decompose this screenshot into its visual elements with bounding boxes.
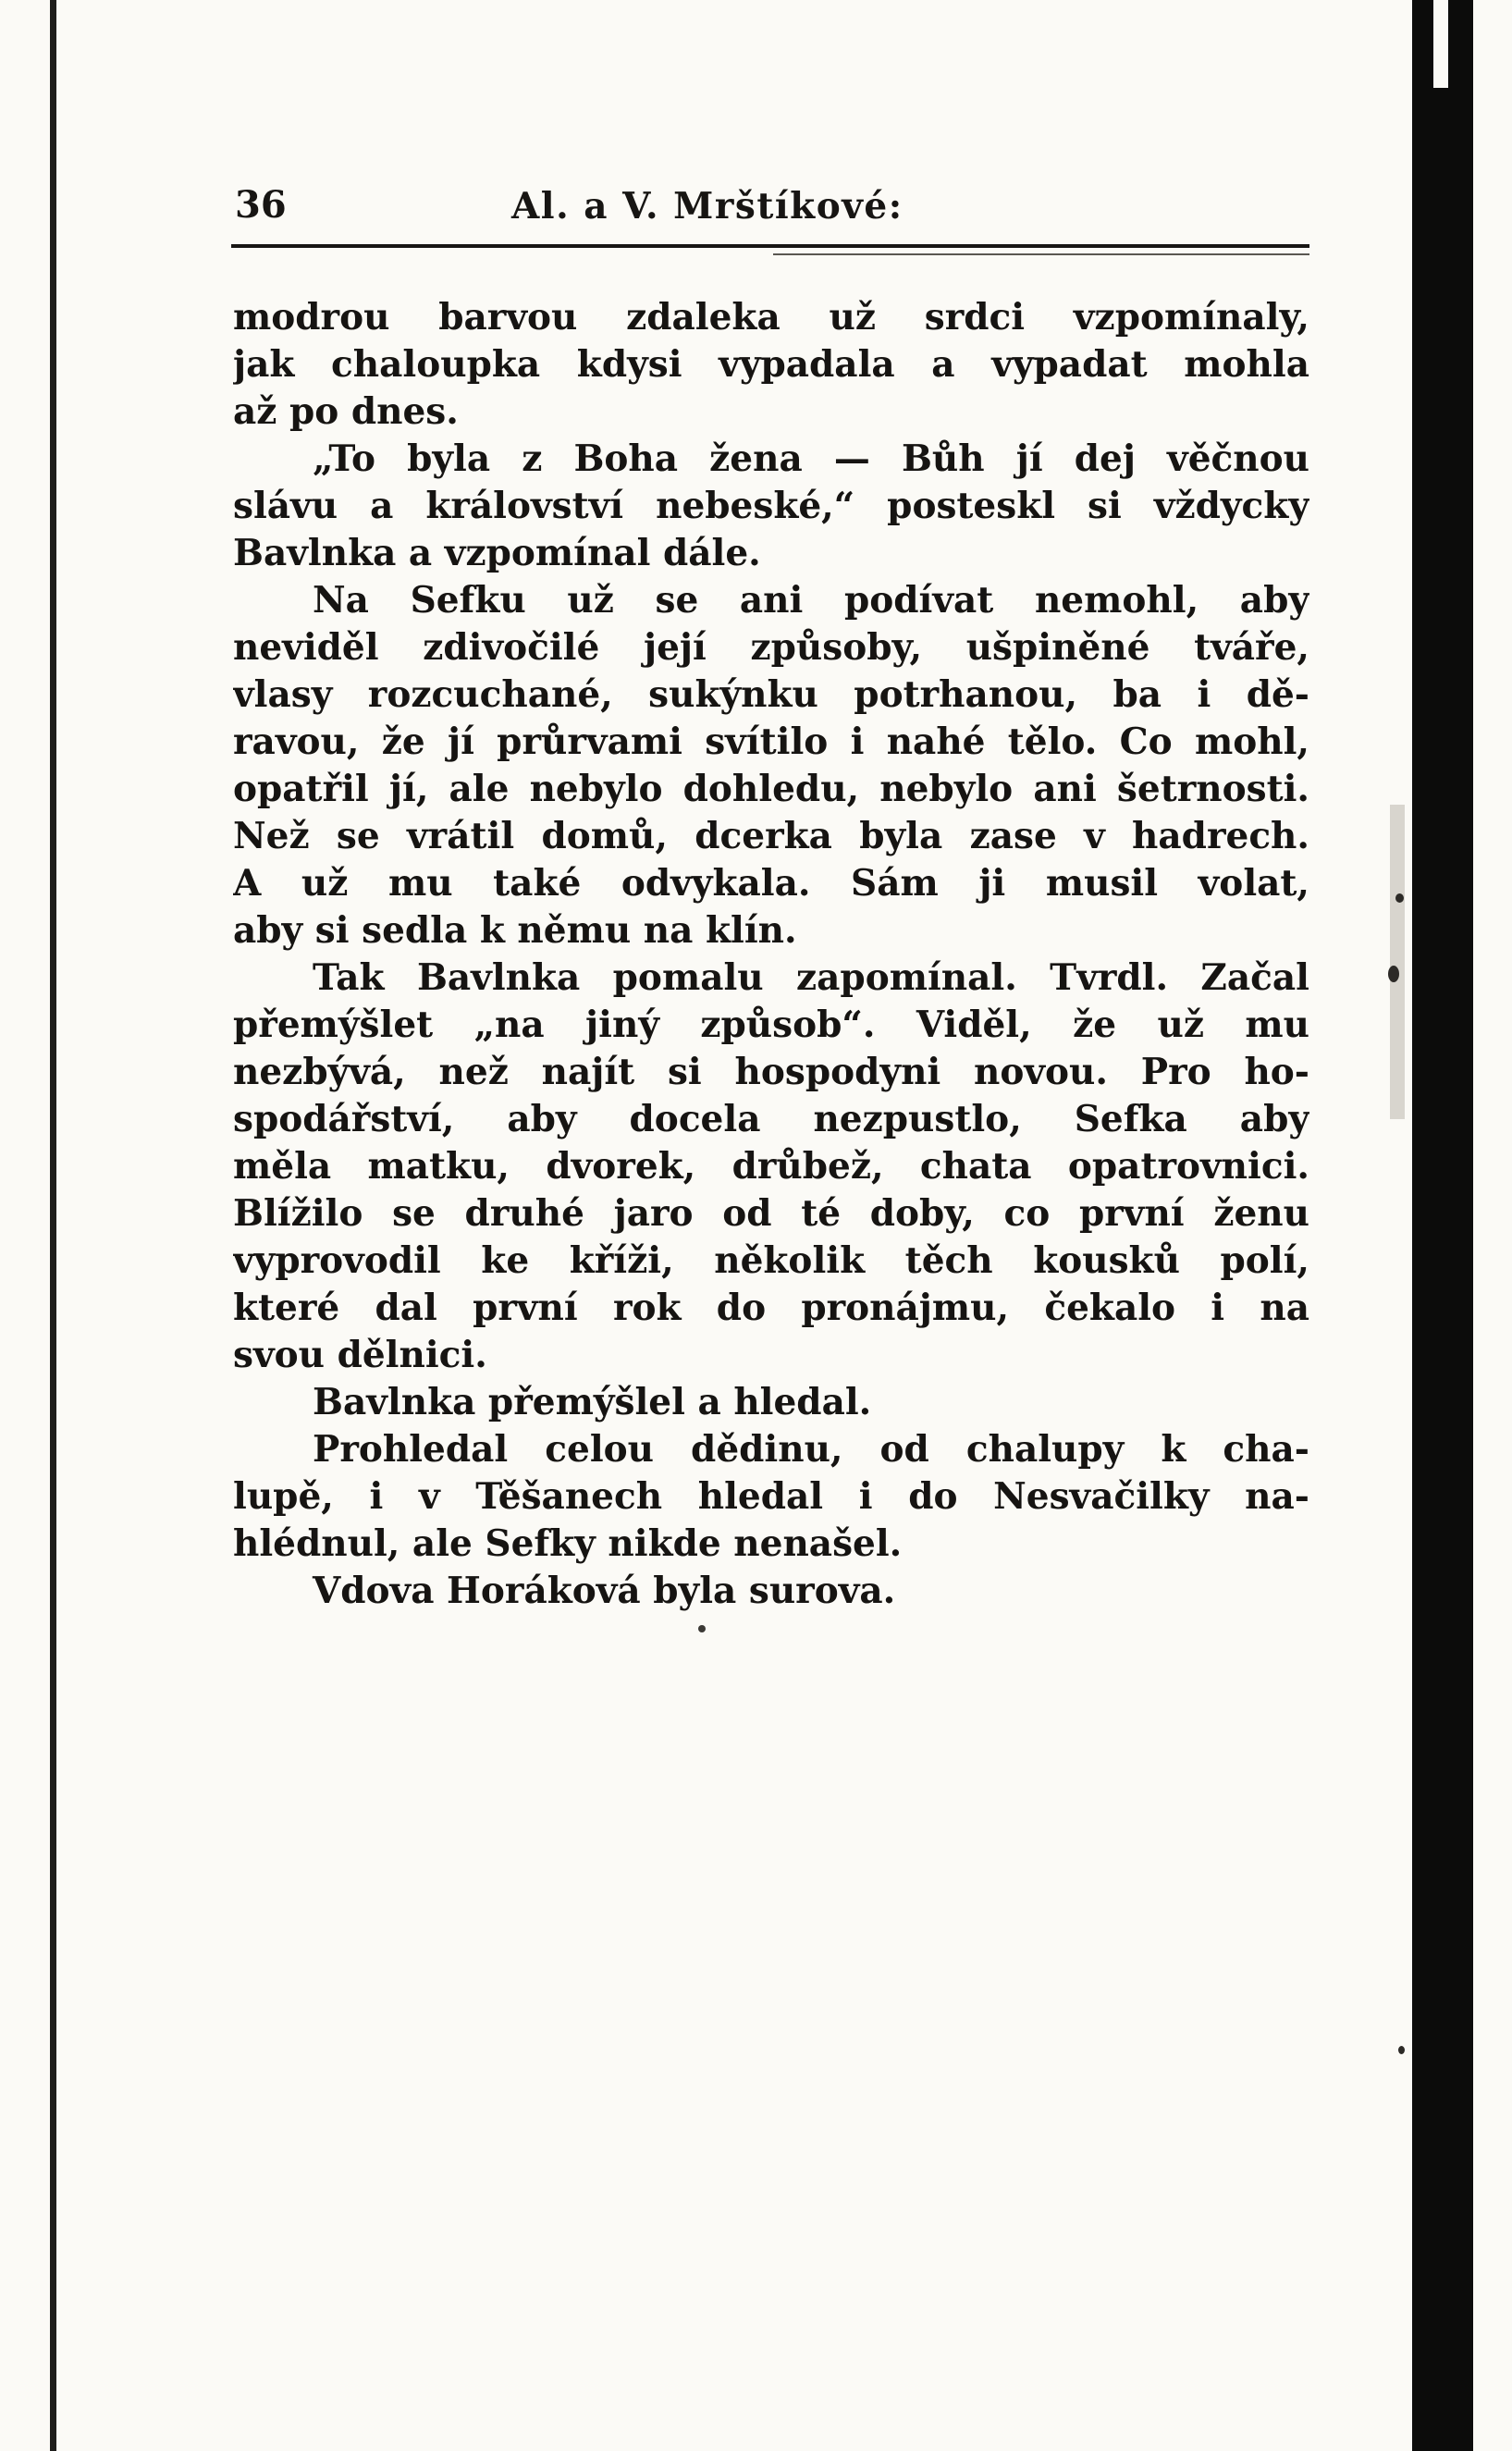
text-line: vyprovodil ke kříži, několik těch kousků polí, xyxy=(233,1239,1309,1282)
text-line: svou dělnici. xyxy=(233,1334,487,1376)
text-line: přemýšlet „na jiný způsob“. Viděl, že už mu xyxy=(233,1004,1309,1046)
text-line: měla matku, dvorek, drůbež, chata opatrovnici. xyxy=(233,1145,1309,1188)
text-line: nezbývá, než najít si hospodyni novou. Pro ho- xyxy=(233,1051,1309,1093)
text-line: modrou barvou zdaleka už srdci vzpomínaly, xyxy=(233,296,1309,339)
header-rule-secondary xyxy=(773,253,1309,255)
scan-edge-left-line xyxy=(50,0,56,2451)
text-line: Bavlnka přemýšlel a hledal. xyxy=(313,1381,872,1423)
text-line: Vdova Horáková byla surova. xyxy=(313,1570,896,1612)
header-rule xyxy=(231,244,1309,248)
text-line: opatřil jí, ale nebylo dohledu, nebylo ani šetrnosti. xyxy=(233,768,1309,810)
page-number: 36 xyxy=(235,183,287,227)
text-line: Blížilo se druhé jaro od té doby, co první ženu xyxy=(233,1192,1309,1235)
text-line: Bavlnka a vzpomínal dále. xyxy=(233,532,761,574)
text-line: Na Sefku už se ani podívat nemohl, aby xyxy=(313,579,1309,622)
text-line: které dal první rok do pronájmu, čekalo i na xyxy=(233,1287,1309,1329)
text-line: „To byla z Boha žena — Bůh jí dej věčnou xyxy=(313,437,1309,480)
text-line: hlédnul, ale Sefky nikde nenašel. xyxy=(233,1522,903,1565)
running-title: Al. a V. Mrštíkové: xyxy=(511,185,904,228)
scan-speck xyxy=(698,1625,706,1632)
scan-speck xyxy=(1398,2046,1405,2054)
scan-gutter-shadow xyxy=(1390,805,1405,1119)
text-line: Prohledal celou dědinu, od chalupy k cha- xyxy=(313,1428,1309,1471)
text-line: slávu a království nebeské,“ posteskl si vždycky xyxy=(233,485,1309,527)
text-line: Než se vrátil domů, dcerka byla zase v hadrech. xyxy=(233,815,1309,857)
text-line: jak chaloupka kdysi vypadala a vypadat mohla xyxy=(233,343,1309,386)
text-block xyxy=(233,294,1309,1615)
scan-speck xyxy=(1388,966,1399,982)
scan-speck xyxy=(1395,893,1404,903)
scan-gutter-notch xyxy=(1433,0,1448,88)
text-line: až po dnes. xyxy=(233,390,459,433)
text-line: aby si sedla k němu na klín. xyxy=(233,909,797,952)
text-line: lupě, i v Těšanech hledal i do Nesvačilky na- xyxy=(233,1475,1309,1518)
text-line: neviděl zdivočilé její způsoby, ušpiněné tváře, xyxy=(233,626,1309,669)
text-line: vlasy rozcuchané, sukýnku potrhanou, ba i dě- xyxy=(233,673,1309,716)
text-line: ravou, že jí průrvami svítilo i nahé tělo. Co mohl, xyxy=(233,721,1309,763)
scan-gutter-right-bar xyxy=(1412,0,1473,2451)
text-line: spodářství, aby docela nezpustlo, Sefka aby xyxy=(233,1098,1309,1140)
text-line: Tak Bavlnka pomalu zapomínal. Tvrdl. Začal xyxy=(313,956,1309,999)
text-line: A už mu také odvykala. Sám ji musil volat, xyxy=(233,862,1309,905)
